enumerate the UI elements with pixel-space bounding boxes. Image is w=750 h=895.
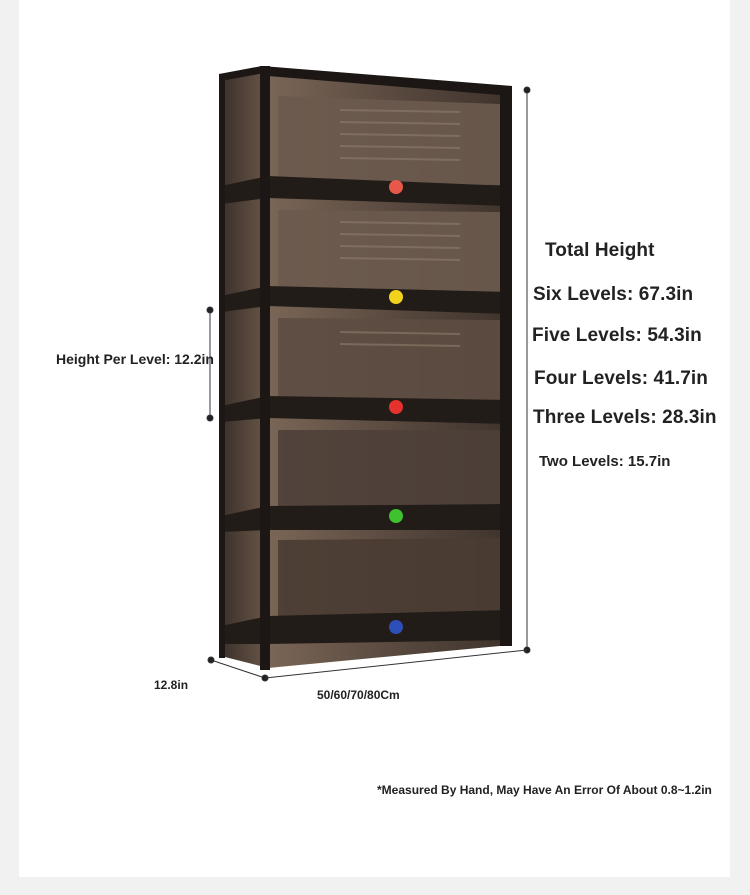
total-height-title: Total Height	[545, 240, 655, 261]
height-per-level-label: Height Per Level: 12.2in	[56, 351, 214, 367]
knob-1-icon	[389, 180, 403, 194]
knob-4-icon	[389, 509, 403, 523]
shelf-doors	[278, 96, 500, 622]
six-levels-label: Six Levels: 67.3in	[533, 284, 694, 305]
four-levels-label: Four Levels: 41.7in	[534, 368, 709, 389]
disclaimer-note: *Measured By Hand, May Have An Error Of About 0.8~1.2in	[377, 783, 712, 797]
depth-label: 12.8in	[154, 678, 189, 692]
knob-5-icon	[389, 620, 403, 634]
two-levels-label: Two Levels: 15.7in	[539, 453, 671, 470]
five-levels-label: Five Levels: 54.3in	[532, 325, 702, 346]
three-levels-label: Three Levels: 28.3in	[533, 407, 717, 428]
knob-2-icon	[389, 290, 403, 304]
knob-3-icon	[389, 400, 403, 414]
width-label: 50/60/70/80Cm	[317, 688, 400, 702]
